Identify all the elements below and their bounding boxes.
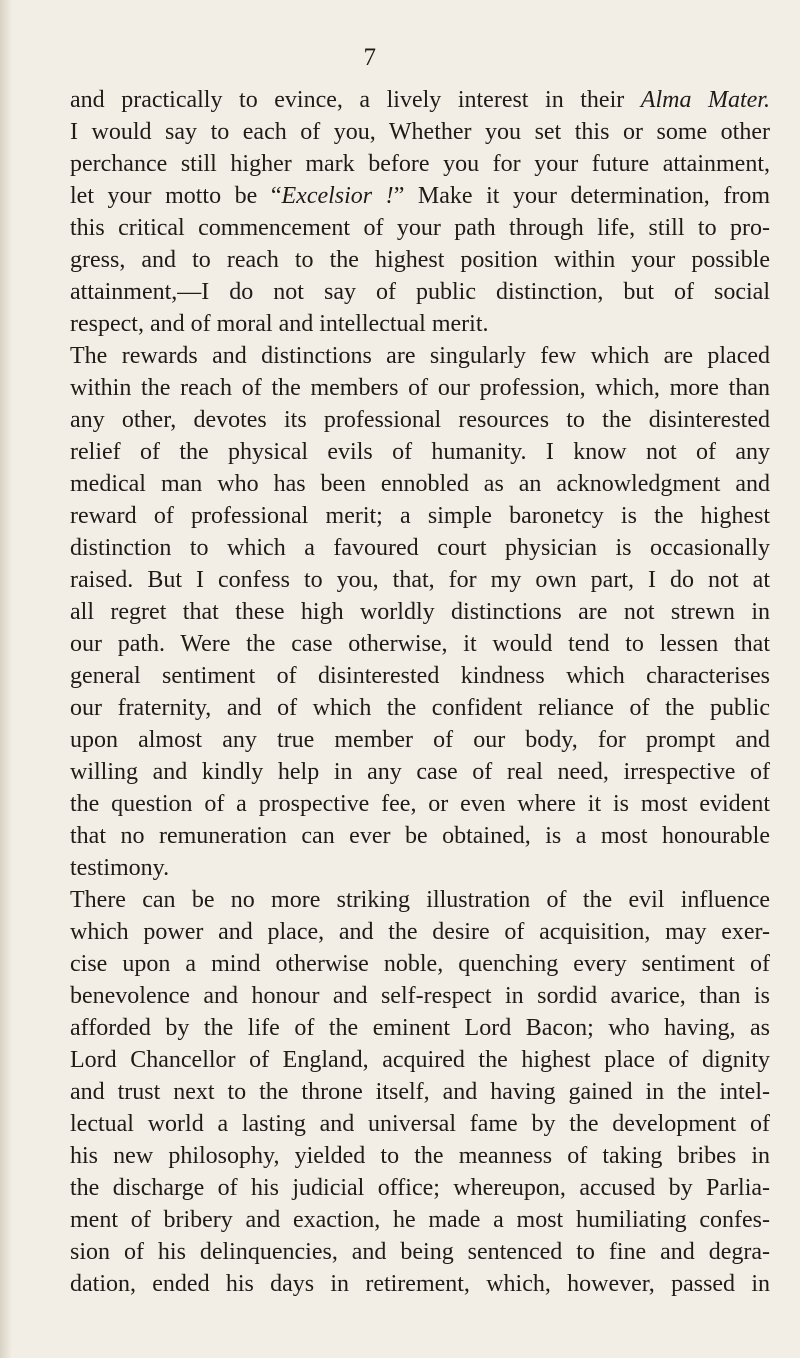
text-line-segment: within the reach of the members of our profession, which, more than [70,375,770,401]
text-line-segment: attainment,—I do not say of public distinction, but of social [70,279,770,305]
italic-phrase: Excelsior ! [281,183,394,209]
text-line [70,756,770,788]
text-line-segment: that no remuneration can ever be obtained, is a most honourable [70,823,770,849]
text-line [70,1204,770,1236]
text-line [70,340,770,372]
text-line-segment: Lord Chancellor of England, acquired the highest place of dignity [70,1047,770,1073]
text-line-segment: benevolence and honour and self-respect in sordid avarice, than is [70,983,770,1009]
text-line-segment: our fraternity, and of which the confident reliance of the public [70,695,770,721]
text-line [70,1140,770,1172]
text-line [70,692,770,724]
text-line [70,436,770,468]
text-line [70,660,770,692]
text-line [70,788,770,820]
text-line [70,372,770,404]
text-line-segment: dation, ended his days in retirement, which, however, passed in [70,1271,770,1297]
text-line-segment: ” Make it your determination, from [393,183,770,209]
text-line-segment: testimony. [70,855,170,881]
text-line-segment: which power and place, and the desire of acquisition, may exer- [70,919,770,945]
text-line-segment: raised. But I confess to you, that, for my own part, I do not at [70,567,770,593]
text-line [70,404,770,436]
text-line [70,596,770,628]
text-line [70,1172,770,1204]
text-line-segment: sion of his delinquencies, and being sentenced to fine and degra- [70,1239,770,1265]
text-line [70,884,770,916]
text-line [70,628,770,660]
text-line-segment: perchance still higher mark before you for your future attainment, [70,151,770,177]
text-line-segment: general sentiment of disinterested kindness which characterises [70,663,770,689]
page-number: 7 [363,44,377,71]
text-line-segment: any other, devotes its professional resources to the disinterested [70,407,770,433]
text-line [70,948,770,980]
text-line-segment: his new philosophy, yielded to the meanness of taking bribes in [70,1143,770,1169]
text-line [70,148,770,180]
body-text [70,84,770,1300]
text-line [70,84,770,116]
text-line [70,564,770,596]
italic-phrase: Alma Mater. [640,87,770,113]
text-line [70,1268,770,1300]
text-line [70,532,770,564]
text-line [70,1044,770,1076]
text-line [70,500,770,532]
text-line [70,116,770,148]
text-line-segment: the discharge of his judicial office; whereupon, accused by Parlia- [70,1175,770,1201]
text-line [70,180,770,212]
text-line [70,276,770,308]
text-line-segment: medical man who has been ennobled as an acknowledgment and [70,471,770,497]
text-line-segment: the question of a prospective fee, or even where it is most evident [70,791,770,817]
text-line [70,244,770,276]
text-line-segment: ment of bribery and exaction, he made a most humiliating confes- [70,1207,770,1233]
text-line-segment: relief of the physical evils of humanity. I know not of any [70,439,770,465]
text-line [70,1108,770,1140]
text-line-segment: and practically to evince, a lively interest in their [70,87,641,113]
text-line-segment: gress, and to reach to the highest position within your possible [70,247,770,273]
text-line-segment: and trust next to the throne itself, and having gained in the intel- [70,1079,770,1105]
text-line-segment: let your motto be “ [70,183,282,209]
page-edge-shadow [0,0,12,1358]
text-line-segment: The rewards and distinctions are singularly few which are placed [70,343,770,369]
text-line [70,852,770,884]
text-line [70,724,770,756]
text-line-segment: afforded by the life of the eminent Lord Bacon; who having, as [70,1015,770,1041]
text-line [70,1236,770,1268]
text-line-segment: all regret that these high worldly distinctions are not strewn in [70,599,770,625]
text-line [70,308,770,340]
text-line [70,1012,770,1044]
text-line [70,468,770,500]
text-line-segment: upon almost any true member of our body, for prompt and [70,727,770,753]
text-line-segment: reward of professional merit; a simple baronetcy is the highest [70,503,770,529]
text-line-segment: our path. Were the case otherwise, it would tend to lessen that [70,631,770,657]
text-line-segment: I would say to each of you, Whether you set this or some other [70,119,770,145]
text-line-segment: cise upon a mind otherwise noble, quenching every sentiment of [70,951,770,977]
text-line-segment: distinction to which a favoured court physician is occasionally [70,535,770,561]
text-line [70,916,770,948]
text-line [70,212,770,244]
text-line-segment: respect, and of moral and intellectual merit. [70,311,489,337]
text-line-segment: There can be no more striking illustration of the evil influence [70,887,770,913]
text-line [70,1076,770,1108]
text-line [70,980,770,1012]
text-line [70,820,770,852]
text-line-segment: this critical commencement of your path through life, still to pro- [70,215,770,241]
text-line-segment: lectual world a lasting and universal fame by the development of [70,1111,770,1137]
text-line-segment: willing and kindly help in any case of real need, irrespective of [70,759,770,785]
